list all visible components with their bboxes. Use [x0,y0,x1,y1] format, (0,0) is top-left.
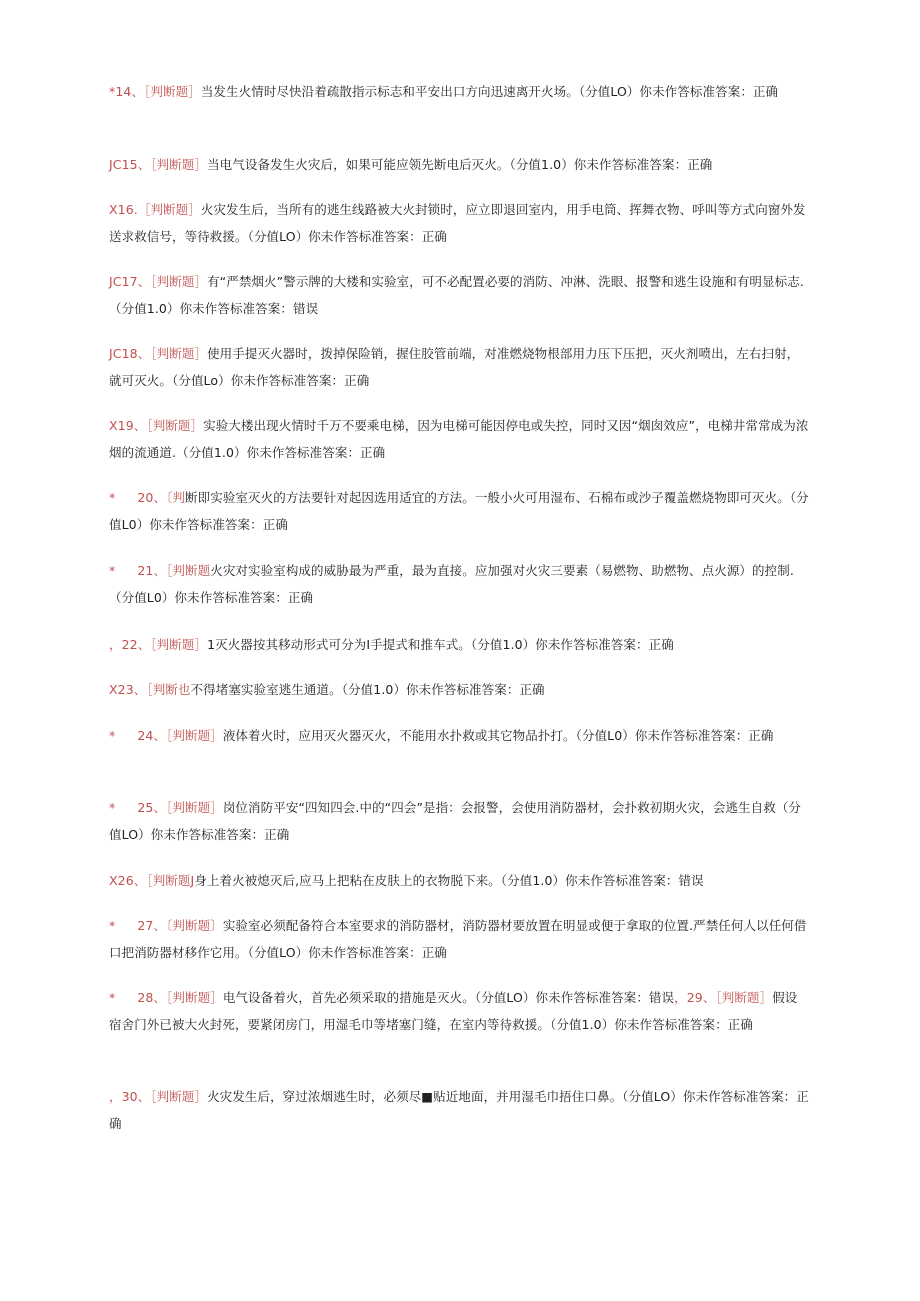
question-text: 假设宿舍门外已被大火封死，要紧闭房门，用湿毛巾等堵塞门缝，在室内等待救援。（分值1.0）你未作答标准答案：正确 [109,990,798,1032]
question-17 [109,268,809,322]
question-text: 身上着火被熄灭后,应马上把粘在皮肤上的衣物脱下来。（分值1.0）你未作答标准答案：错误 [194,873,704,888]
question-number: JC17、［判断题］ [109,274,208,289]
question-number: 28、［判断题］ [137,990,223,1005]
question-16 [109,196,809,250]
question-text: 液体着火时，应用灭火器灭火，不能用水扑救或其它物品扑打。（分值L0）你未作答标准答案：正确 [222,728,774,743]
question-14 [109,78,809,105]
question-number: ，30、［判断题］ [109,1089,208,1104]
question-number: 20、〔判 [137,490,186,505]
question-star: * [109,800,116,815]
question-star: * [109,563,116,578]
question-text: 使用手提灭火器时，拨掉保险销，握住胶管前端，对准燃烧物根部用力压下压把，灭火剂喷出，左右扫射，就可灭火。（分值Lo）你未作答标准答案：正确 [109,346,800,388]
question-21 [109,557,809,611]
question-star: * [109,918,116,933]
question-number: ，22、［判断题］ [109,637,208,652]
question-text: 断即实验室灭火的方法要针对起因选用适宜的方法。一般小火可用湿布、石棉布或沙子覆盖燃烧物即可灭火。（分值L0）你未作答标准答案：正确 [109,490,809,532]
question-text: 火灾对实验室构成的威胁最为严重，最为直接。应加强对火灾三要素（易燃物、助燃物、点火源）的控制.（分值L0）你未作答标准答案：正确 [109,563,794,605]
question-star: * [109,990,116,1005]
question-star: * [109,490,116,505]
question-text: 实验大楼出现火情时千万不要乘电梯，因为电梯可能因停电或失控，同时又因“烟囱效应”，电梯井常常成为浓烟的流通道.（分值1.0）你未作答标准答案：正确 [109,418,809,460]
question-24 [109,722,809,749]
question-number: X26、［判断题J [109,873,195,888]
question-text: 1灭火器按其移动形式可分为I手提式和推车式。（分值1.0）你未作答标准答案：正确 [207,637,674,652]
question-18 [109,340,809,394]
question-number: X23、［判断也 [109,682,191,697]
question-number: 24、［判断题］ [137,728,223,743]
question-text: 电气设备着火，首先必须采取的措施是灭火。（分值LO）你未作答标准答案：错误 [222,990,675,1005]
question-15 [109,151,809,178]
question-30 [109,1083,809,1137]
question-number: X16.［判断题］ [109,202,201,217]
question-26 [109,867,809,894]
question-text: 当发生火情时尽快沿着疏散指示标志和平安出口方向迅速离开火场。（分值LO）你未作答标准答案：正确 [200,84,779,99]
question-number: JC18、［判断题］ [109,346,208,361]
question-number: 21、［判断题 [137,563,211,578]
question-number: *14、［判断题］ [109,84,201,99]
question-text: 不得堵塞实验室逃生通道。（分值1.0）你未作答标准答案：正确 [190,682,545,697]
question-text: 火灾发生后，穿过浓烟逃生时，必须尽■贴近地面，并用湿毛巾捂住口鼻。（分值LO）你未作答标准答案：正确 [109,1089,809,1131]
question-20 [109,484,809,538]
question-text: 当电气设备发生火灾后，如果可能应领先断电后灭火。（分值1.0）你未作答标准答案：正确 [207,157,713,172]
question-text: 实验室必须配备符合本室要求的消防器材，消防器材要放置在明显或便于拿取的位置.严禁任何人以任何借口把消防器材移作它用。（分值LO）你未作答标准答案：正确 [109,918,807,960]
question-25 [109,794,809,848]
question-28-29 [109,984,809,1038]
question-number: 25、［判断题］ [137,800,223,815]
question-text: 岗位消防平安“四知四会.中的“四会”是指：会报警，会使用消防器材，会扑救初期火灾，会逃生自救（分值LO）你未作答标准答案：正确 [109,800,802,842]
question-22 [109,631,809,658]
question-number: ，29、［判断题］ [674,990,773,1005]
question-27 [109,912,809,966]
question-19 [109,412,809,466]
question-text: 有“严禁烟火”警示牌的大楼和实验室，可不必配置必要的消防、冲淋、洗眼、报警和逃生设施和有明显标志.（分值1.0）你未作答标准答案：错误 [109,274,804,316]
question-23 [109,676,809,703]
question-star: * [109,728,116,743]
question-text: 火灾发生后，当所有的逃生线路被大火封锁时，应立即退回室内，用手电筒、挥舞衣物、呼叫等方式向窗外发送求救信号，等待救援。（分值LO）你未作答标准答案：正确 [109,202,806,244]
question-number: JC15、［判断题］ [109,157,208,172]
question-number: X19、［判断题］ [109,418,204,433]
question-number: 27、〔判断题〕 [137,918,223,933]
